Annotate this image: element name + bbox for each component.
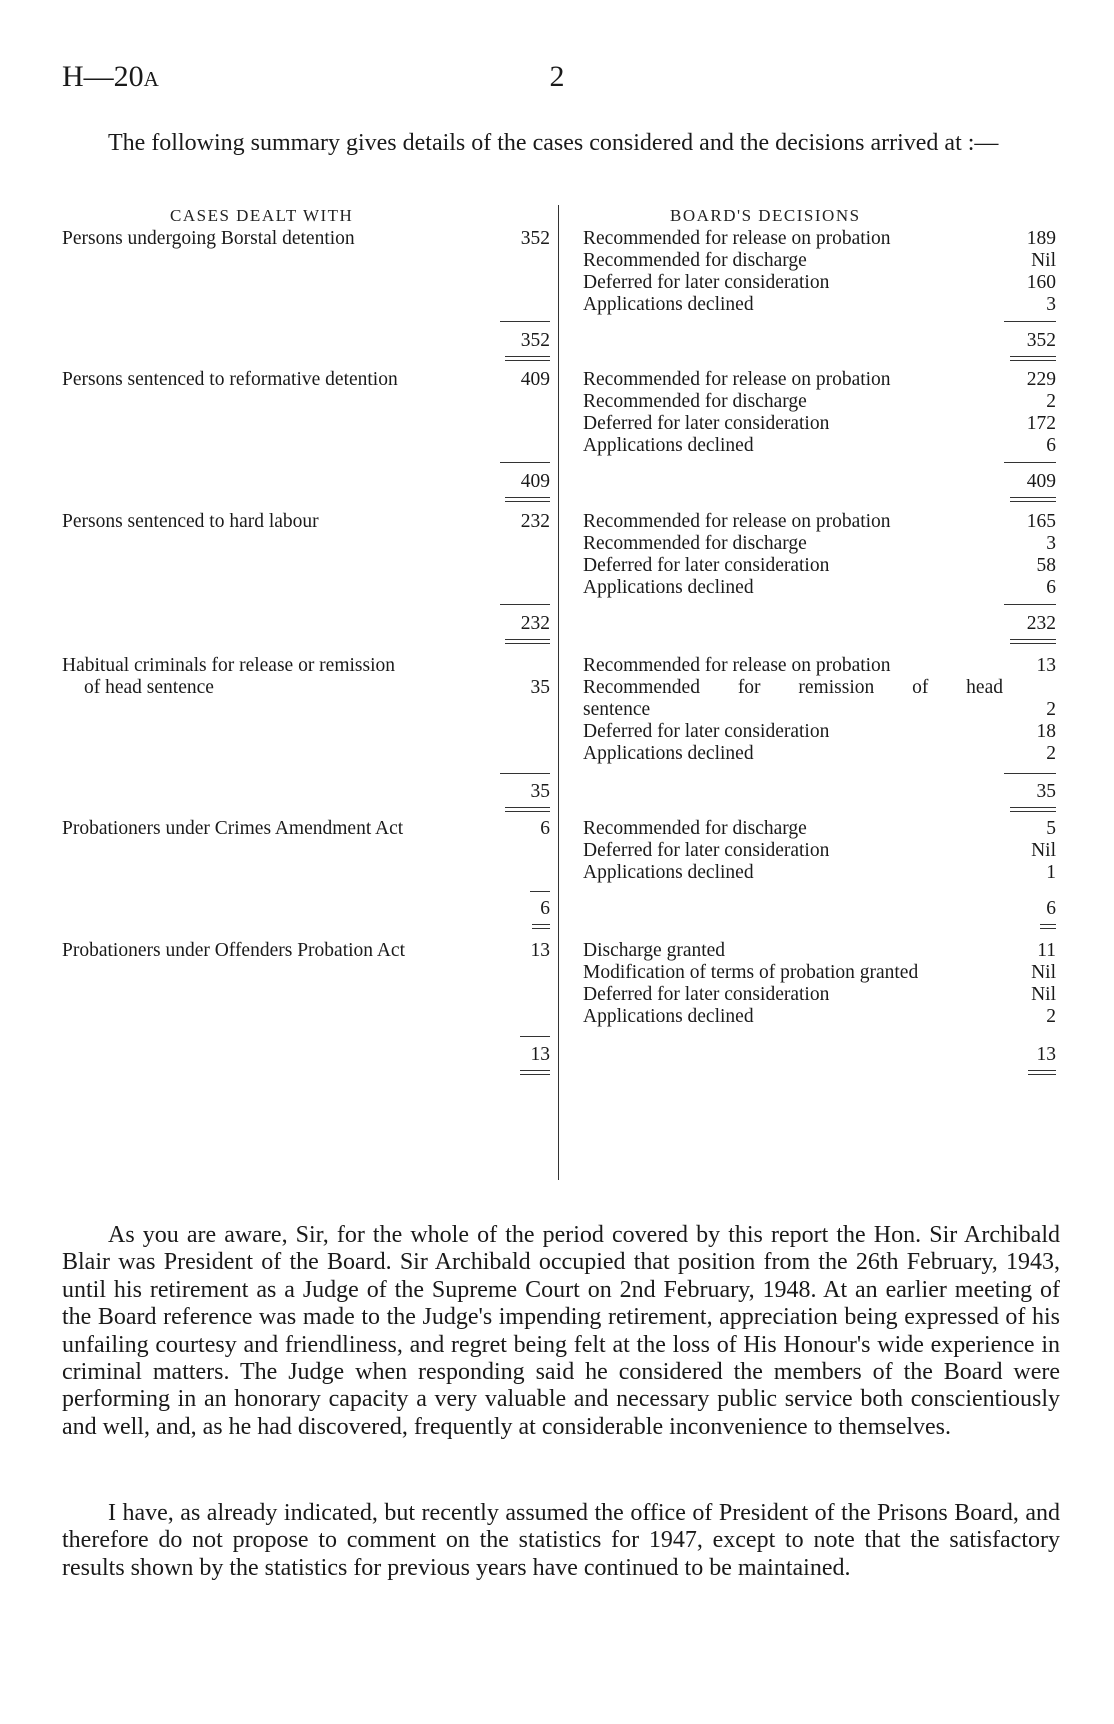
double-rule	[505, 639, 550, 644]
decision-values: 11 Nil Nil 2	[1031, 940, 1056, 1027]
decision-row: Discharge granted	[583, 940, 726, 961]
decision-row: Deferred for later consideration	[583, 840, 830, 861]
double-rule	[520, 1070, 550, 1075]
case-label: Probationers under Offenders Probation Act	[62, 940, 405, 961]
decision-row: Recommended for release on probation	[583, 228, 891, 249]
total-right: 35	[1036, 781, 1056, 802]
sum-rule	[520, 1036, 550, 1037]
sum-rule	[500, 321, 550, 322]
sum-rule	[1004, 462, 1056, 463]
decision-row: Recommended for release on probation	[583, 369, 891, 390]
decision-row: Recommended for discharge	[583, 250, 807, 271]
case-label: Persons undergoing Borstal detention	[62, 228, 355, 249]
decision-row: Applications declined	[583, 1006, 754, 1027]
total-right: 6	[1046, 898, 1056, 919]
total-right: 232	[1026, 613, 1056, 634]
decision-row: Applications declined	[583, 577, 754, 598]
page-number: 2	[549, 60, 565, 93]
decision-row: Recommended for release on probation	[583, 511, 891, 532]
case-count: 232	[520, 511, 550, 532]
decision-values: 229 2 172 6	[1026, 369, 1056, 456]
decision-row: Deferred for later consideration	[583, 721, 830, 742]
decision-values: 165 3 58 6	[1026, 511, 1056, 598]
case-count: 13	[530, 940, 550, 961]
total-left: 13	[530, 1044, 550, 1065]
column-heading-decisions: BOARD'S DECISIONS	[670, 206, 861, 225]
decision-list	[583, 511, 1003, 599]
case-count: 352	[520, 228, 550, 249]
total-right: 13	[1036, 1044, 1056, 1065]
decision-row: Applications declined	[583, 294, 754, 315]
body-paragraph-blair: As you are aware, Sir, for the whole of the period covered by this report the Hon. Sir Archibald Blair was President of the Board. Sir Archibald occupied that position from the 26th February, 1943, until his retirement as a Judge of the Supreme Court on 2nd February, 1948. At an earlier meeting of the Board reference was made to the Judge's impending retirement, appreciation being expressed of his unfailing courtesy and friendliness, and regret being felt at the loss of His Honour's wide experience in criminal matters. The Judge when responding said he considered the members of the Board were performing in an honorary capacity a very valuable and necessary public service both conscientiously and well, and, as he had discovered, frequently at considerable inconvenience to themselves.	[62, 1222, 1060, 1440]
sum-rule	[530, 891, 550, 892]
double-rule	[1040, 924, 1056, 929]
decision-row: Applications declined	[583, 743, 754, 764]
decision-row: Recommended for remission of head sentence	[583, 677, 1003, 720]
case-count: 35	[530, 677, 550, 698]
case-label: Persons sentenced to hard labour	[62, 511, 319, 532]
decision-list	[583, 369, 1003, 457]
decision-row: Recommended for discharge	[583, 533, 807, 554]
total-left: 35	[530, 781, 550, 802]
decision-row: Applications declined	[583, 862, 754, 883]
sum-rule	[1004, 604, 1056, 605]
total-right: 352	[1026, 330, 1056, 351]
double-rule	[1010, 639, 1056, 644]
total-right: 409	[1026, 471, 1056, 492]
report-reference: H—20A	[62, 60, 159, 93]
case-count: 6	[540, 818, 550, 839]
case-label: Habitual criminals for release or remission of head sentence	[62, 655, 396, 698]
sum-rule	[500, 604, 550, 605]
total-left: 232	[520, 613, 550, 634]
total-left: 6	[540, 898, 550, 919]
double-rule	[505, 807, 550, 812]
double-rule	[532, 924, 550, 929]
decision-row: Deferred for later consideration	[583, 413, 830, 434]
sum-rule	[1004, 773, 1056, 774]
double-rule	[1010, 807, 1056, 812]
decision-list	[583, 940, 1003, 1028]
body-paragraph-statistics: I have, as already indicated, but recently assumed the office of President of the Prisons Board, and therefore do not propose to comment on the statistics for 1947, except to note that the satisfactory results shown by the statistics for previous years have continued to be maintained.	[62, 1500, 1060, 1581]
decision-row: Modification of terms of probation granted	[583, 962, 919, 983]
intro-paragraph: The following summary gives details of the cases considered and the decisions arrived at :—	[108, 130, 999, 156]
double-rule	[505, 497, 550, 502]
total-left: 409	[520, 471, 550, 492]
decision-list	[583, 655, 1003, 765]
case-label: Persons sentenced to reformative detention	[62, 369, 398, 390]
decision-list	[583, 818, 1003, 884]
decision-row: Recommended for discharge	[583, 818, 807, 839]
page-header	[62, 60, 1052, 100]
decision-values: 189 Nil 160 3	[1026, 228, 1056, 315]
decision-row: Applications declined	[583, 435, 754, 456]
double-rule	[1010, 497, 1056, 502]
column-heading-cases: CASES DEALT WITH	[170, 206, 354, 225]
total-left: 352	[520, 330, 550, 351]
decision-values: 5 Nil 1	[1031, 818, 1056, 883]
decision-row: Deferred for later consideration	[583, 984, 830, 1005]
double-rule	[1010, 356, 1056, 361]
decision-row: Deferred for later consideration	[583, 555, 830, 576]
sum-rule	[500, 462, 550, 463]
decision-list	[583, 228, 1003, 316]
double-rule	[1028, 1070, 1056, 1075]
column-divider	[558, 205, 559, 1180]
decision-values: 13 2 18 2	[1036, 655, 1056, 764]
decision-row: Recommended for discharge	[583, 391, 807, 412]
sum-rule	[1004, 321, 1056, 322]
case-count: 409	[520, 369, 550, 390]
decision-row: Recommended for release on probation	[583, 655, 891, 676]
sum-rule	[500, 773, 550, 774]
decision-row: Deferred for later consideration	[583, 272, 830, 293]
case-label: Probationers under Crimes Amendment Act	[62, 818, 404, 839]
double-rule	[505, 356, 550, 361]
